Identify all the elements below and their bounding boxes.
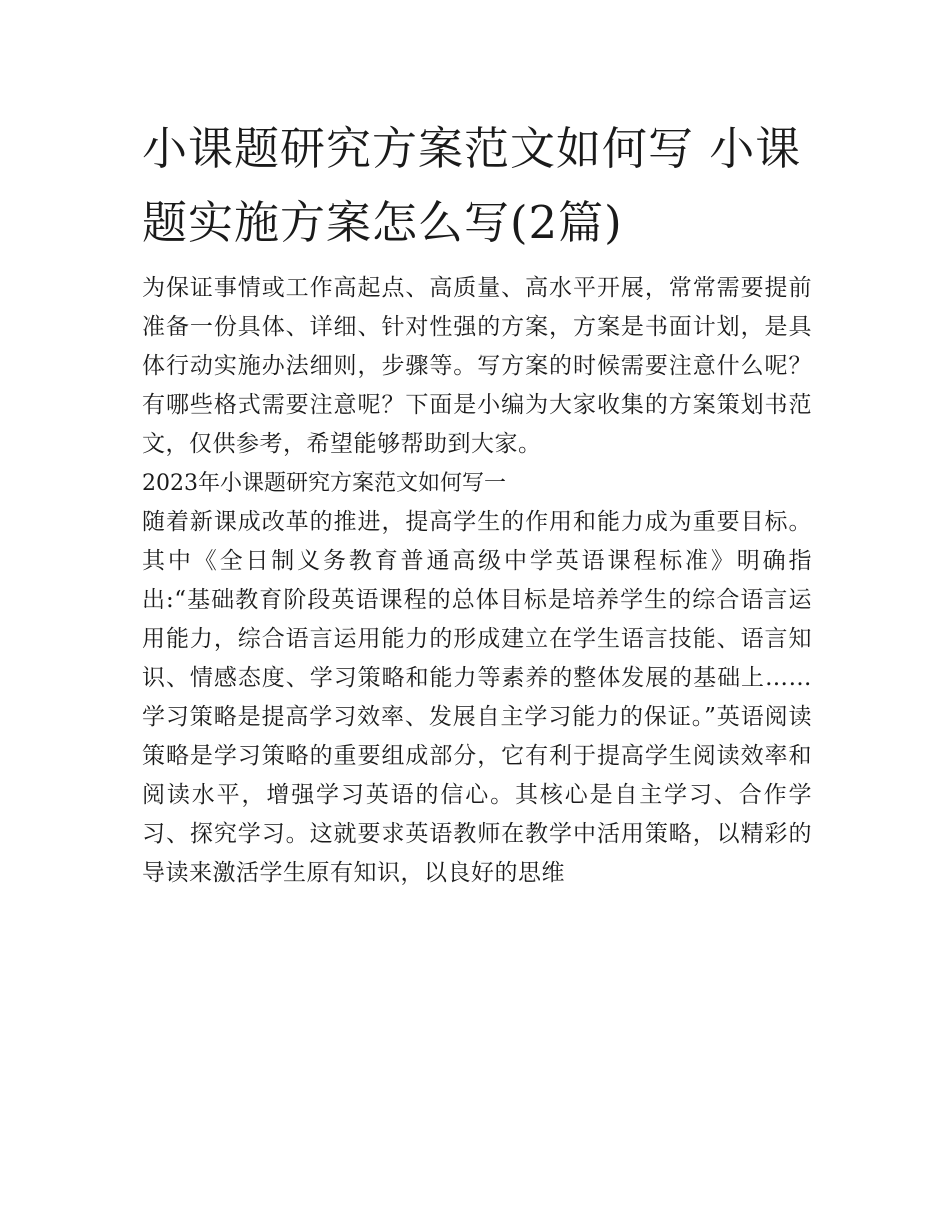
section-heading: 2023年小课题研究方案范文如何写一 <box>142 471 506 496</box>
body-paragraph: 随着新课成改革的推进，提高学生的作用和能力成为重要目标。其中《全日制义务教育普通高级中学英语课程标准》明确指出:“基础教育阶段英语课程的总体目标是培养学生的综合语言运用能力，综合语言运用能力的形成建立在学生语言技能、语言知识、情感态度、学习策略和能力等素养的整体发展的基础上……学习策略是提高学习效率、发展自主学习能力的保证。”英语阅读策略是学习策略的重要组成部分，它有利于提高学生阅读效率和阅读水平，增强学习英语的信心。其核心是自主学习、合作学习、探究学习。这就要求英语教师在教学中活用策略，以精彩的导读来激活学生原有知识，以良好的思维 <box>142 509 812 886</box>
document-page <box>142 112 812 893</box>
document-title: 小课题研究方案范文如何写 小课题实施方案怎么写(2篇) <box>142 122 802 249</box>
intro-paragraph: 为保证事情或工作高起点、高质量、高水平开展，常常需要提前准备一份具体、详细、针对性强的方案，方案是书面计划，是具体行动实施办法细则，步骤等。写方案的时候需要注意什么呢？有哪些格式需要注意呢？下面是小编为大家收集的方案策划书范文，仅供参考，希望能够帮助到大家。 <box>142 275 812 457</box>
